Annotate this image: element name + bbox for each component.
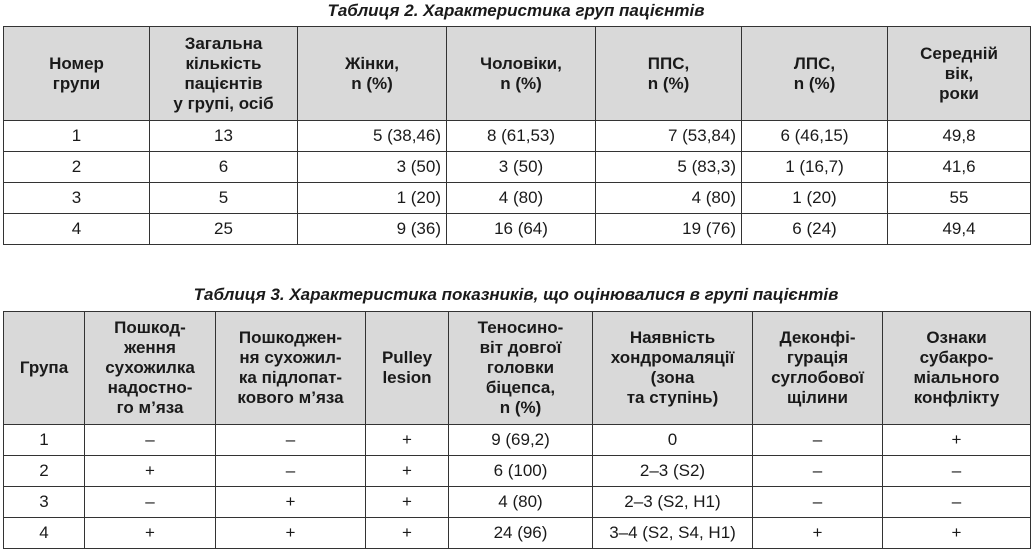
table-cell: + bbox=[85, 456, 216, 487]
table-cell: – bbox=[753, 487, 883, 518]
header-group-number: Номер групи bbox=[4, 27, 150, 121]
header-subacromial-conflict: Ознаки субакро- міального конфлікту bbox=[883, 312, 1031, 425]
table-cell: 6 (100) bbox=[449, 456, 593, 487]
table-cell: 25 bbox=[150, 214, 298, 245]
table-cell: 1 (20) bbox=[298, 183, 447, 214]
table-header-row bbox=[4, 312, 1031, 425]
table-cell: 3 (50) bbox=[447, 152, 596, 183]
table-cell: 6 (24) bbox=[742, 214, 888, 245]
table-cell: 3 (50) bbox=[298, 152, 447, 183]
indicators-table bbox=[3, 311, 1031, 549]
header-mean-age: Середній вік, роки bbox=[888, 27, 1031, 121]
table-cell: + bbox=[753, 518, 883, 549]
table-cell: + bbox=[366, 456, 449, 487]
header-joint-space-deconfiguration: Деконфі- гурація суглобової щілини bbox=[753, 312, 883, 425]
header-pulley-lesion: Pulley lesion bbox=[366, 312, 449, 425]
table-cell: 9 (69,2) bbox=[449, 425, 593, 456]
header-group: Група bbox=[4, 312, 85, 425]
table-cell: 6 (46,15) bbox=[742, 121, 888, 152]
table-cell: 2–3 (S2) bbox=[593, 456, 753, 487]
table-cell: – bbox=[753, 425, 883, 456]
header-chondromalacia: Наявність хондромаляції (зона та ступінь) bbox=[593, 312, 753, 425]
table-cell: 13 bbox=[150, 121, 298, 152]
table-cell: + bbox=[366, 487, 449, 518]
table-cell: – bbox=[216, 425, 366, 456]
table-cell: 41,6 bbox=[888, 152, 1031, 183]
table-cell: + bbox=[366, 518, 449, 549]
table-cell: 3 bbox=[4, 183, 150, 214]
header-subscapularis-tendon-damage: Пошкоджен- ня сухожил- ка підлопат- кового м’яза bbox=[216, 312, 366, 425]
table-cell: + bbox=[883, 518, 1031, 549]
table-cell: 16 (64) bbox=[447, 214, 596, 245]
table-cell: 3 bbox=[4, 487, 85, 518]
table-row bbox=[4, 456, 1031, 487]
table-cell: 1 (20) bbox=[742, 183, 888, 214]
header-total-patients: Загальна кількість пацієнтів у групі, осіб bbox=[150, 27, 298, 121]
table-cell: – bbox=[883, 456, 1031, 487]
table-cell: + bbox=[366, 425, 449, 456]
table-cell: 49,8 bbox=[888, 121, 1031, 152]
table-cell: + bbox=[216, 487, 366, 518]
table-row bbox=[4, 152, 1031, 183]
table-cell: + bbox=[883, 425, 1031, 456]
table-cell: + bbox=[85, 518, 216, 549]
table-cell: 2 bbox=[4, 456, 85, 487]
table-cell: 55 bbox=[888, 183, 1031, 214]
table-row bbox=[4, 518, 1031, 549]
table-cell: 8 (61,53) bbox=[447, 121, 596, 152]
table-row bbox=[4, 183, 1031, 214]
table-cell: 24 (96) bbox=[449, 518, 593, 549]
header-pps: ППС, n (%) bbox=[596, 27, 742, 121]
table-cell: 2–3 (S2, H1) bbox=[593, 487, 753, 518]
table-cell: 2 bbox=[4, 152, 150, 183]
table-cell: + bbox=[216, 518, 366, 549]
table-cell: 5 bbox=[150, 183, 298, 214]
table-header-row bbox=[4, 27, 1031, 121]
table-cell: 49,4 bbox=[888, 214, 1031, 245]
table-cell: 9 (36) bbox=[298, 214, 447, 245]
table-cell: – bbox=[85, 487, 216, 518]
table-cell: – bbox=[216, 456, 366, 487]
table-2-caption: Таблиця 2. Характеристика груп пацієнтів bbox=[327, 1, 705, 20]
header-biceps-tenosynovitis: Теносино- віт довгої головки біцепса, n (%) bbox=[449, 312, 593, 425]
table-cell: 19 (76) bbox=[596, 214, 742, 245]
table-row bbox=[4, 121, 1031, 152]
header-women: Жінки, n (%) bbox=[298, 27, 447, 121]
table-cell: 4 (80) bbox=[447, 183, 596, 214]
header-men: Чоловіки, n (%) bbox=[447, 27, 596, 121]
table-cell: – bbox=[883, 487, 1031, 518]
table-cell: 5 (83,3) bbox=[596, 152, 742, 183]
patient-groups-table bbox=[3, 26, 1031, 245]
table-cell: – bbox=[85, 425, 216, 456]
header-supraspinatus-tendon-damage: Пошкод- ження сухожилка надостно- го м’яза bbox=[85, 312, 216, 425]
table-cell: 7 (53,84) bbox=[596, 121, 742, 152]
table-cell: 1 (16,7) bbox=[742, 152, 888, 183]
table-cell: 4 (80) bbox=[596, 183, 742, 214]
table-row bbox=[4, 214, 1031, 245]
table-cell: 3–4 (S2, S4, H1) bbox=[593, 518, 753, 549]
table-cell: 0 bbox=[593, 425, 753, 456]
table-cell: 5 (38,46) bbox=[298, 121, 447, 152]
table-cell: 4 bbox=[4, 518, 85, 549]
table-cell: 4 (80) bbox=[449, 487, 593, 518]
header-lps: ЛПС, n (%) bbox=[742, 27, 888, 121]
table-row bbox=[4, 425, 1031, 456]
table-cell: 1 bbox=[4, 121, 150, 152]
table-row bbox=[4, 487, 1031, 518]
table-cell: 4 bbox=[4, 214, 150, 245]
table-cell: – bbox=[753, 456, 883, 487]
table-cell: 1 bbox=[4, 425, 85, 456]
table-cell: 6 bbox=[150, 152, 298, 183]
table-3-caption: Таблиця 3. Характеристика показників, що оцінювалися в групі пацієнтів bbox=[193, 285, 839, 304]
